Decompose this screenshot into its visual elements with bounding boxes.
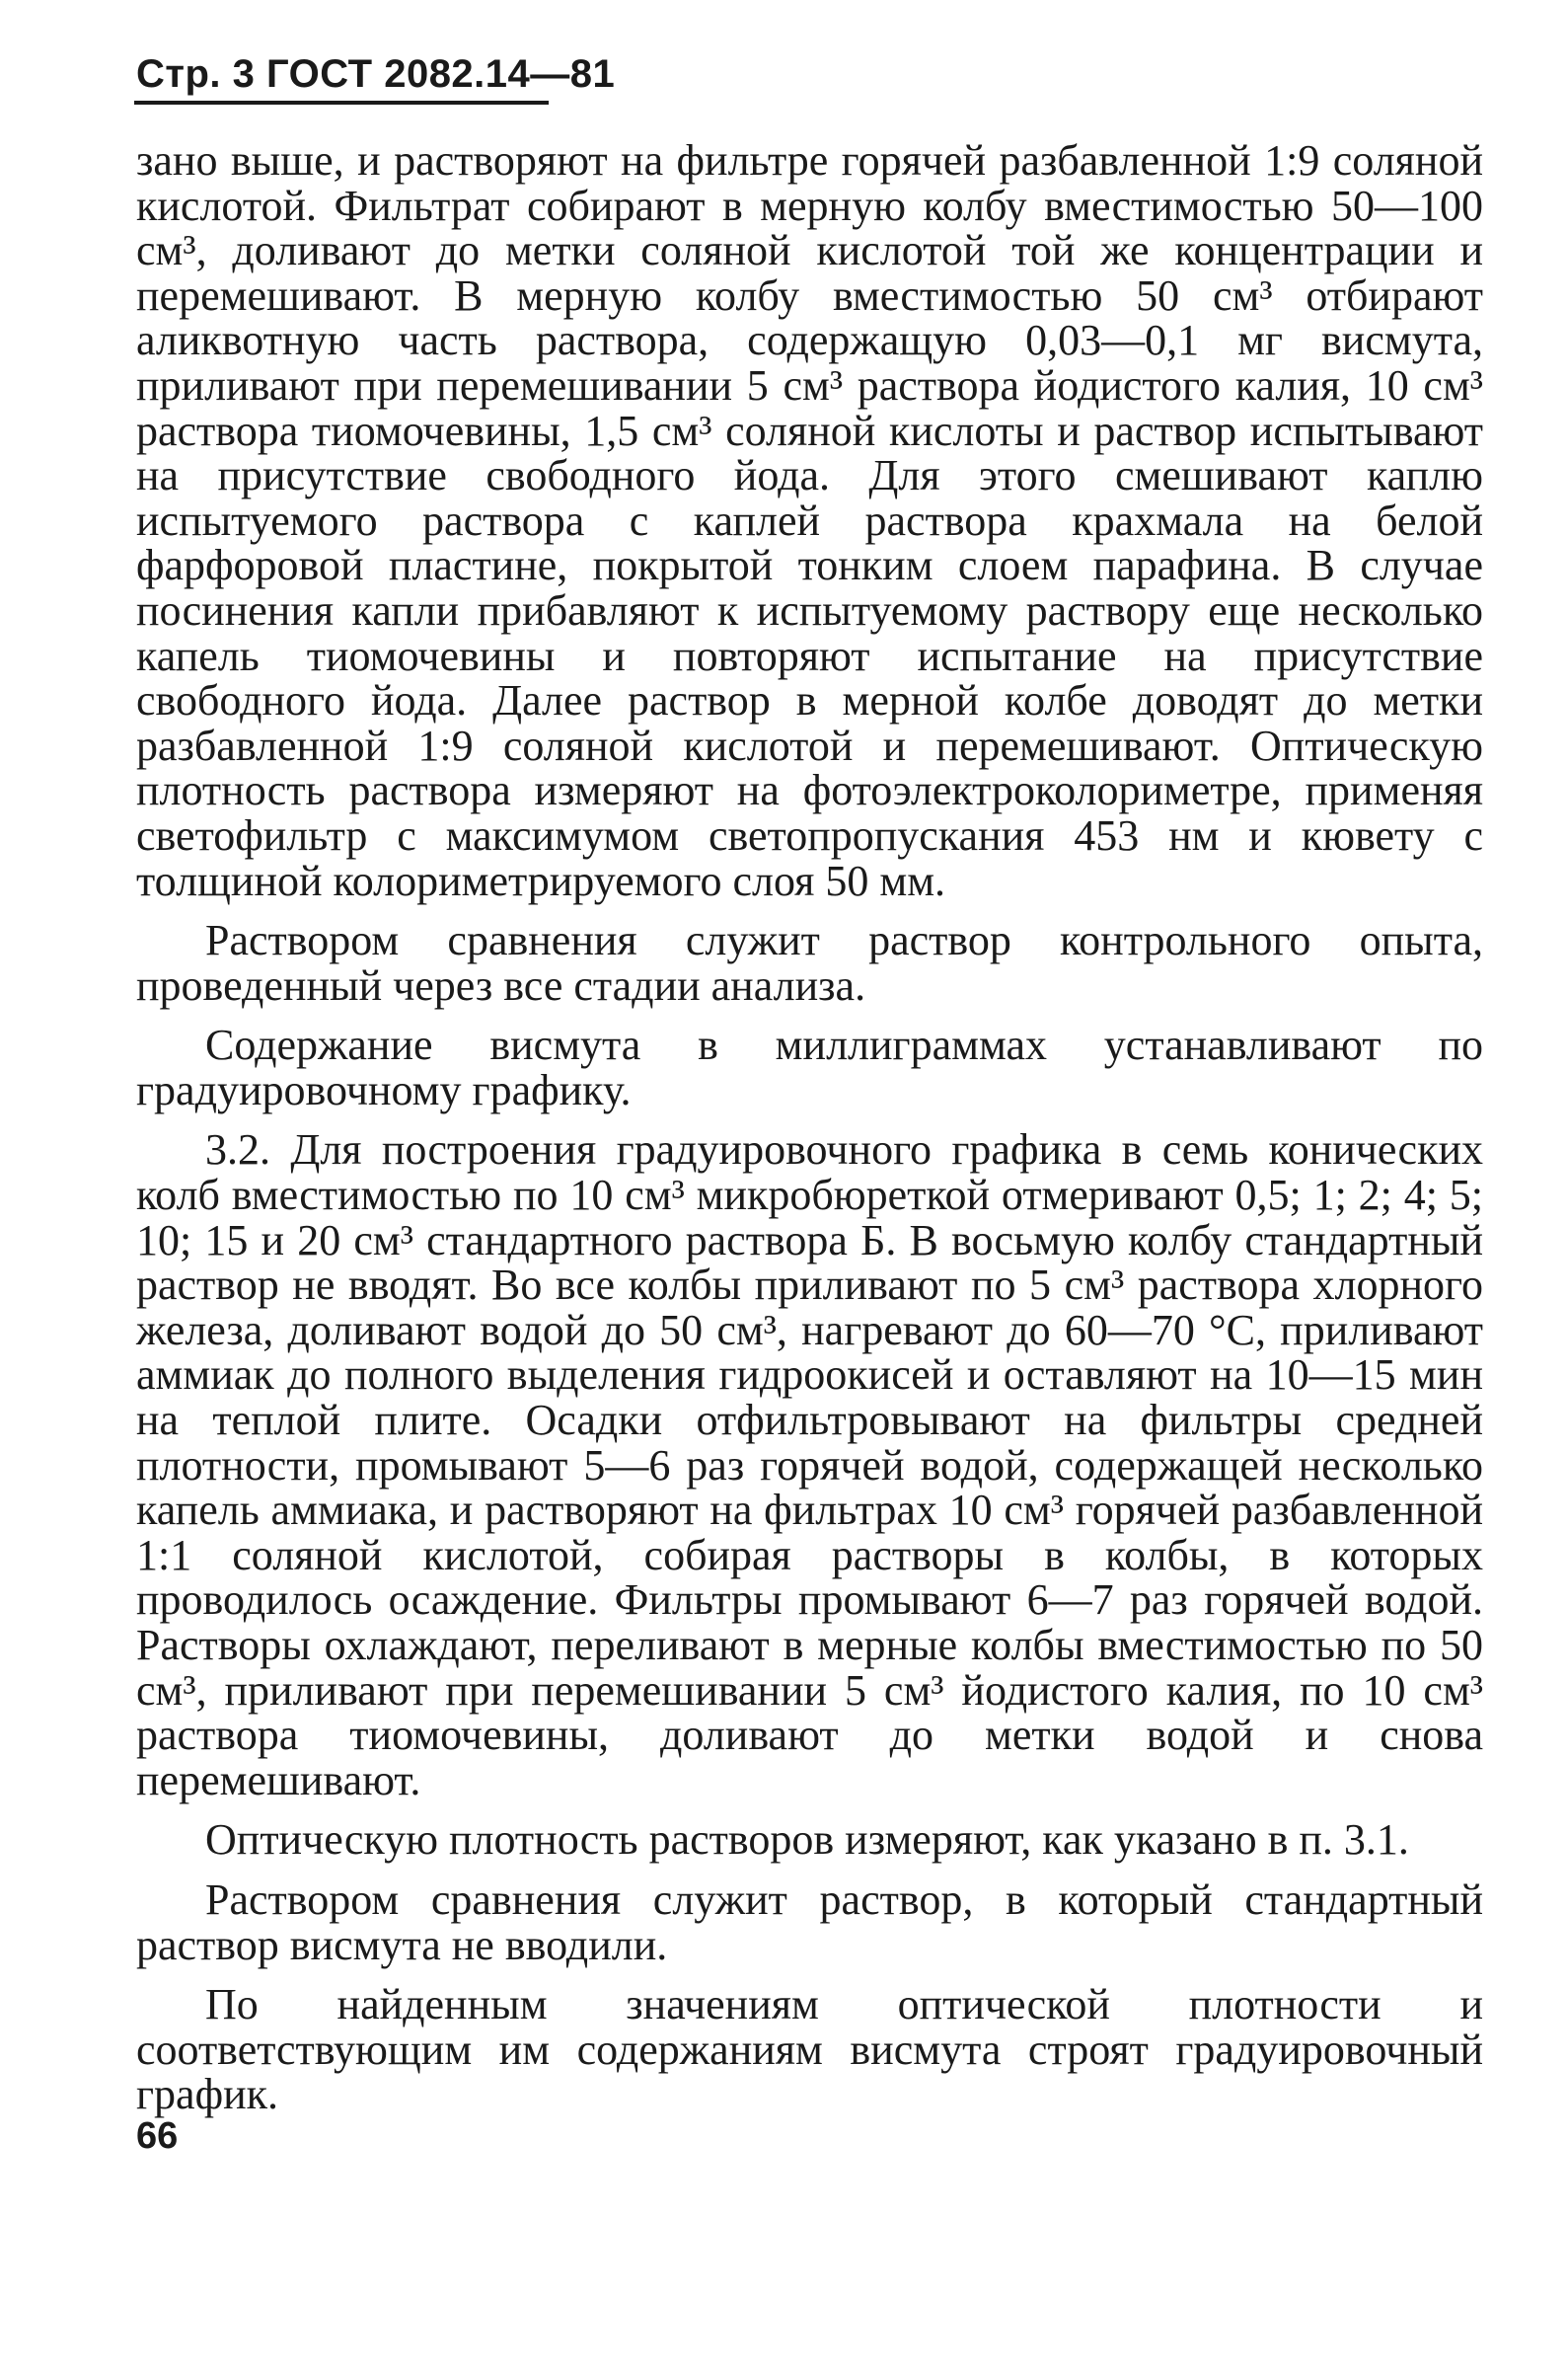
page-number: 66: [136, 2115, 179, 2157]
paragraph-calibration-graph: По найденным значениям оптической плотности и соответствующим им содержаниям висмута строят градуировочный график.: [136, 1980, 1483, 2119]
paragraph-section-3-2: 3.2. Для построения градуировочного графика в семь конических колб вместимостью по 10 см³ микробюреткой отмеривают 0,5; 1; 2; 4; 5; 10; 15 и 20 см³ стандартного раствора Б. В восьмую колбу стандартный раствор не вводят. Во все колбы приливают по 5 см³ раствора хлорного железа, доливают водой до 50 см³, нагревают до 60—70 °С, приливают аммиак до полного выделения гидроокисей и оставляют на 10—15 мин на теплой плите. Осадки отфильтровывают на фильтры средней плотности, промывают 5—6 раз горячей водой, содержащей несколько капель аммиака, и растворяют на фильтрах 10 см³ горячей разбавленной 1:1 соляной кислотой, собирая растворы в колбы, в которых проводилось осаждение. Фильтры промывают 6—7 раз горячей водой. Растворы охлаждают, переливают в мерные колбы вместимостью по 50 см³, приливают при перемешивании 5 см³ йодистого калия, по 10 см³ раствора тиомочевины, доливают до метки водой и снова перемешивают.: [136, 1125, 1483, 1804]
body-text: [136, 138, 1483, 2132]
paragraph-comparison-solution: Раствором сравнения служит раствор контрольного опыта, проведенный через все стадии анализа.: [136, 916, 1483, 1010]
paragraph-optical-density: Оптическую плотность растворов измеряют, как указано в п. 3.1.: [205, 1815, 1409, 1865]
paragraph-comparison-standard: Раствором сравнения служит раствор, в который стандартный раствор висмута не вводили.: [136, 1874, 1483, 1969]
page-header: Стр. 3 ГОСТ 2082.14—81: [136, 52, 616, 96]
paragraph-bismuth-content: Содержание висмута в миллиграммах устанавливают по градуировочному графику.: [136, 1021, 1483, 1114]
header-rule: [134, 101, 549, 105]
paragraph-continuation: зано выше, и растворяют на фильтре горячей разбавленной 1:9 соляной кислотой. Фильтрат собирают в мерную колбу вместимостью 50—100 см³, доливают до метки соляной кислотой той же концентрации и перемешивают. В мерную колбу вместимостью 50 см³ отбирают аликвотную часть раствора, содержащую 0,03—0,1 мг висмута, приливают при перемешивании 5 см³ раствора йодистого калия, 10 см³ раствора тиомочевины, 1,5 см³ соляной кислоты и раствор испытывают на присутствие свободного йода. Для этого смешивают каплю испытуемого раствора с каплей раствора крахмала на белой фарфоровой пластине, покрытой тонким слоем парафина. В случае посинения капли прибавляют к испытуемому раствору еще несколько капель тиомочевины и повторяют испытание на присутствие свободного йода. Далее раствор в мерной колбе доводят до метки разбавленной 1:9 соляной кислотой и перемешивают. Оптическую плотность раствора измеряют на фотоэлектроколориметре, применяя светофильтр с максимумом светопропускания 453 нм и кювету с толщиной колориметрируемого слоя 50 мм.: [136, 136, 1483, 905]
